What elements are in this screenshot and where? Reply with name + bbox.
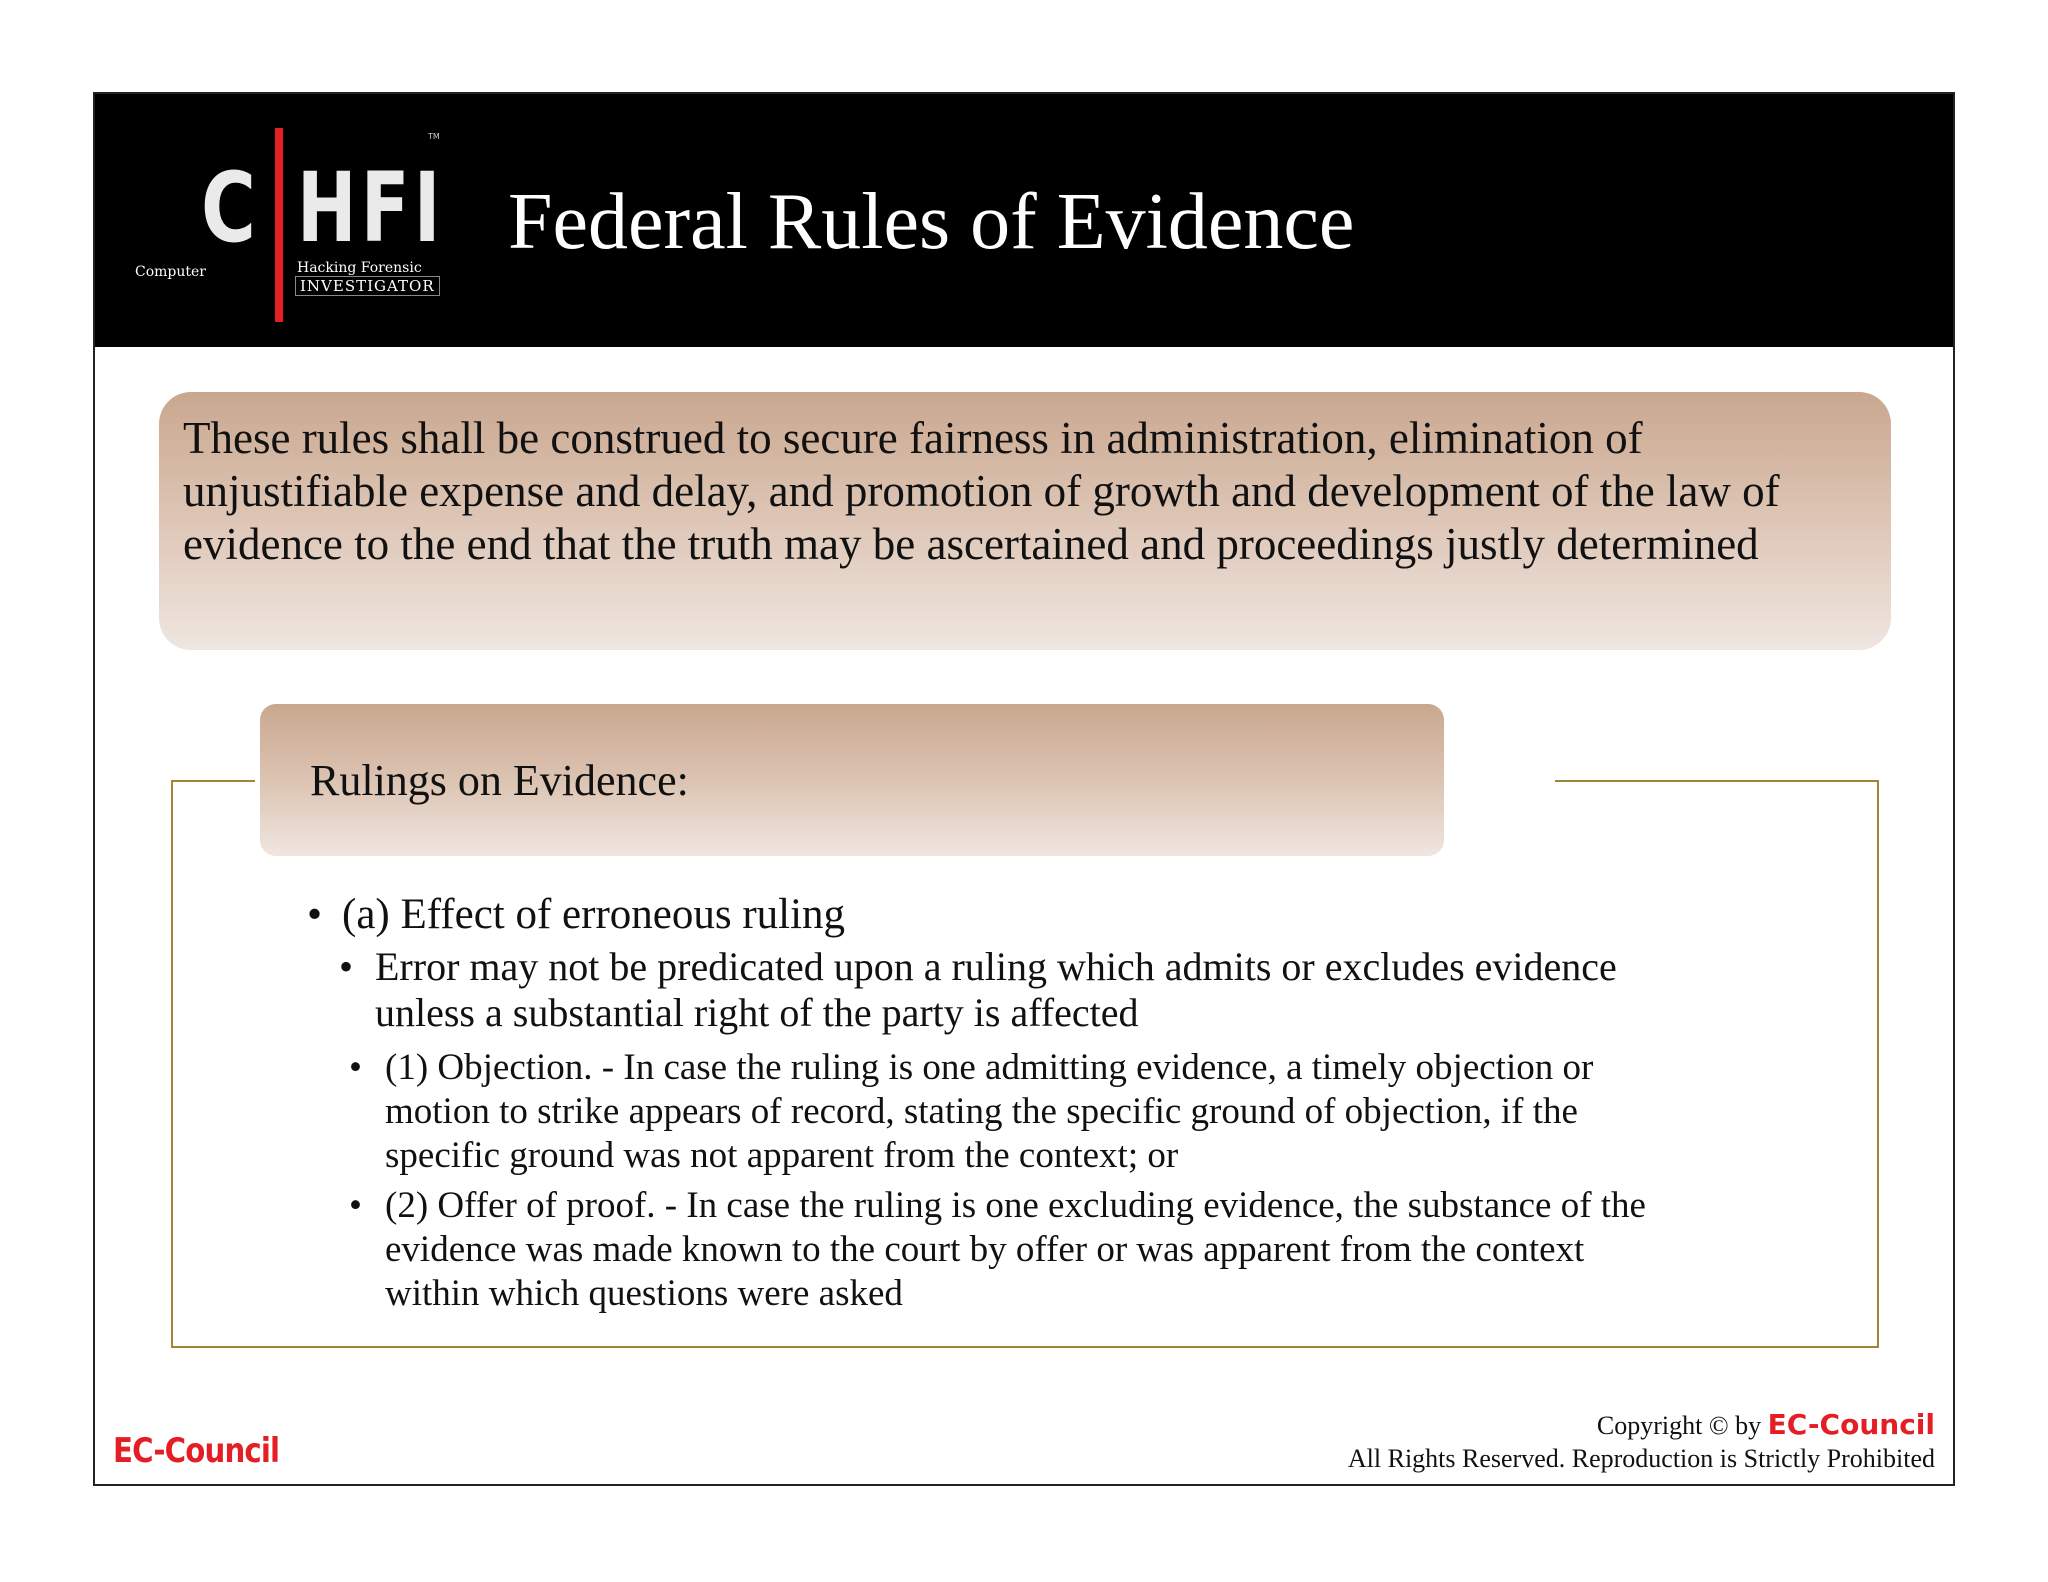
list-item-objection-text: (1) Objection. - In case the ruling is one admitting evidence, a timely objection or motion to strike appears of record, stating the specific ground of objection, if the specific ground was not apparent from the context; or xyxy=(385,1047,1594,1176)
list-item-offer-of-proof xyxy=(349,1184,1679,1316)
slide xyxy=(93,92,1955,1486)
logo-letter-c: C xyxy=(201,152,256,264)
logo-computer-text: Computer xyxy=(135,264,206,280)
list-item-a xyxy=(307,890,845,940)
rights-notice: All Rights Reserved. Reproduction is Strictly Prohibited xyxy=(1347,1444,1935,1473)
copyright-text: Copyright © by xyxy=(1596,1411,1762,1440)
list-item-objection xyxy=(349,1046,1679,1178)
copyright-brand: EC-Council xyxy=(1767,1408,1935,1441)
bullet-dot: • xyxy=(339,944,354,989)
bullet-dot: • xyxy=(349,1185,362,1226)
logo-letters-hfi: HFI xyxy=(297,152,445,264)
logo-investigator-text: INVESTIGATOR xyxy=(295,276,440,296)
logo-trademark: TM xyxy=(428,132,440,141)
bullet-dot: • xyxy=(307,891,323,938)
rulings-heading-text: Rulings on Evidence: xyxy=(310,755,689,805)
rulings-list xyxy=(95,94,1953,1484)
copyright-line xyxy=(1597,1408,1935,1441)
list-item-offer-text: (2) Offer of proof. - In case the ruling is one excluding evidence, the substance of the evidence was made known to the court by offer or was apparent from the context within which questions were asked xyxy=(385,1185,1646,1314)
bullet-dot: • xyxy=(349,1047,362,1088)
logo-hacking-forensic-text: Hacking Forensic xyxy=(297,260,422,276)
list-item-a-text: (a) Effect of erroneous ruling xyxy=(342,891,846,938)
page-title: Federal Rules of Evidence xyxy=(508,178,1355,266)
list-item-error xyxy=(339,944,1639,1036)
intro-callout: These rules shall be construed to secure fairness in administration, elimination of unjustifiable expense and delay, and promotion of growth and development of the law of evidence to the end that the truth may be ascertained and proceedings justly determined xyxy=(159,392,1891,650)
list-item-error-text: Error may not be predicated upon a ruling which admits or excludes evidence unless a substantial right of the party is affected xyxy=(375,944,1617,1035)
ec-council-logo: EC-Council xyxy=(113,1431,280,1471)
